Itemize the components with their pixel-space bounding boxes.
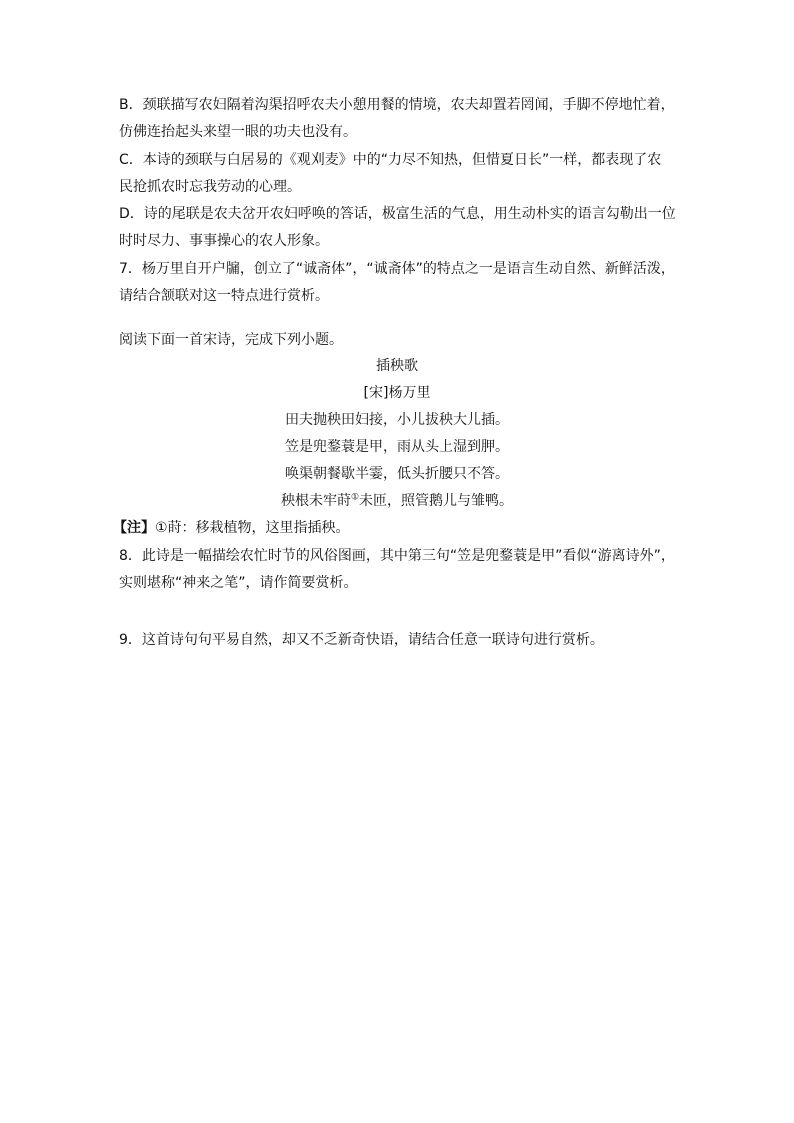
option-c-line-1: C．本诗的颈联与白居易的《观刈麦》中的“力尽不知热，但惜夏日长”一样，都表现了农: [119, 152, 662, 168]
poem-line-1: 田夫抛秧田妇接，小儿拔秧大儿插。: [285, 412, 509, 428]
poem-author: [宋]杨万里: [363, 385, 431, 401]
question-7-line-2: 请结合颔联对这一特点进行赏析。: [119, 288, 329, 304]
option-c-line-2: 民抢抓农时忘我劳动的心理。: [119, 179, 301, 195]
poem-title: 插秧歌: [376, 358, 418, 374]
option-d-line-1: D．诗的尾联是农夫岔开农妇呼唤的答话，极富生活的气息，用生动朴实的语言勾勒出一位: [119, 206, 676, 222]
poem-line-2: 笠是兜鍪蓑是甲，雨从头上湿到胛。: [285, 439, 509, 455]
poem-line-4-part-a: 秧根未牢莳: [280, 493, 351, 509]
poem-line-3: 唤渠朝餐歇半霎，低头折腰只不答。: [285, 466, 509, 482]
poem-line-4: [0, 491, 794, 511]
question-8-line-1: 8．此诗是一幅描绘农忙时节的风俗图画，其中第三句“笠是兜鍪蓑是甲”看似“游离诗外”，: [119, 548, 675, 564]
note-label: 【注】: [113, 520, 155, 536]
question-8-line-2: 实则堪称“神来之笔”，请作简要赏析。: [119, 575, 358, 591]
poem-line-4-part-b: 未匝，照管鹅儿与雏鸭。: [359, 493, 514, 509]
section-intro: 阅读下面一首宋诗，完成下列小题。: [119, 332, 343, 348]
question-7-line-1: 7．杨万里自开户牖，创立了“诚斋体”，“诚斋体”的特点之一是语言生动自然、新鲜活泼，: [119, 261, 675, 277]
option-d-line-2: 时时尽力、事事操心的农人形象。: [119, 233, 329, 249]
poem-note: [113, 518, 350, 538]
option-b-line-1: B．颈联描写农妇隔着沟渠招呼农夫小憩用餐的情境，农夫却置若罔闻，手脚不停地忙着，: [119, 97, 675, 113]
question-9-line-1: 9．这首诗句句平易自然，却又不乏新奇快语，请结合任意一联诗句进行赏析。: [119, 632, 604, 648]
footnote-marker: ①: [350, 492, 360, 503]
option-b-line-2: 仿佛连抬起头来望一眼的功夫也没有。: [119, 124, 357, 140]
note-text: ①莳：移栽植物，这里指插秧。: [155, 520, 350, 536]
